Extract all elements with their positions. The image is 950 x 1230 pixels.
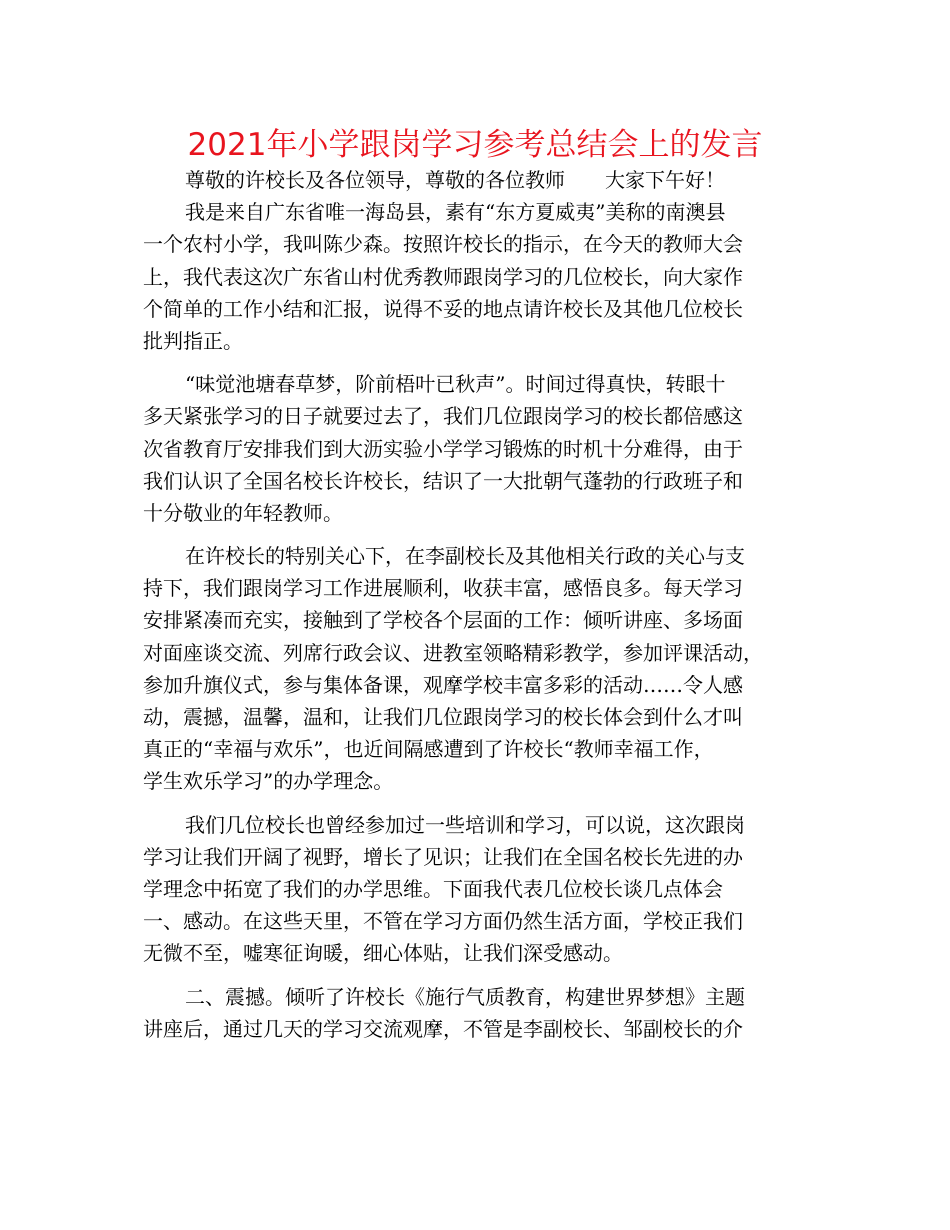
text-line: 学习让我们开阔了视野，增长了见识；让我们在全国名校长先进的办 xyxy=(143,844,743,869)
text-line: 参加升旗仪式，参与集体备课，观摩学校丰富多彩的活动……令人感 xyxy=(143,672,743,697)
text-line: 安排紧凑而充实，接触到了学校各个层面的工作：倾听讲座、多场面 xyxy=(143,608,743,633)
salutation-part2: 大家下午好！ xyxy=(605,168,725,192)
salutation-part1: 尊敬的许校长及各位领导，尊敬的各位教师 xyxy=(185,168,565,192)
text-line: 在许校长的特别关心下，在李副校长及其他相关行政的关心与支 xyxy=(185,544,745,569)
text-line: 批判指正。 xyxy=(143,328,243,353)
document-title: 2021年小学跟岗学习参考总结会上的发言 xyxy=(187,127,763,163)
text-line: 多天紧张学习的日子就要过去了，我们几位跟岗学习的校长都倍感这 xyxy=(143,404,743,429)
text-line: 一、感动。在这些天里，不管在学习方面仍然生活方面，学校正我们 xyxy=(143,909,743,934)
text-line: 我们认识了全国名校长许校长，结识了一大批朝气蓬勃的行政班子和 xyxy=(143,468,743,493)
text-line: 一个农村小学，我叫陈少森。按照许校长的指示，在今天的教师大会 xyxy=(143,232,743,257)
text-line: 我是来自广东省唯一海岛县，素有“东方夏威夷”美称的南澳县 xyxy=(185,200,726,225)
text-line: 十分敬业的年轻教师。 xyxy=(143,500,343,525)
text-line: 真正的“幸福与欢乐”，也近间隔感遭到了许校长“教师幸福工作， xyxy=(143,737,714,762)
text-line: 上，我代表这次广东省山村优秀教师跟岗学习的几位校长，向大家作 xyxy=(143,264,743,289)
text-line: 次省教育厅安排我们到大沥实验小学学习锻炼的时机十分难得，由于 xyxy=(143,436,743,461)
text-line: 对面座谈交流、列席行政会议、进教室领略精彩教学，参加评课活动， xyxy=(143,640,763,665)
salutation-line xyxy=(143,164,823,196)
text-line: 讲座后，通过几天的学习交流观摩，不管是李副校长、邹副校长的介 xyxy=(143,1016,743,1041)
text-line: 个简单的工作小结和汇报，说得不妥的地点请许校长及其他几位校长 xyxy=(143,296,743,321)
text-line: 学理念中拓宽了我们的办学思维。下面我代表几位校长谈几点体会 xyxy=(143,876,723,901)
text-line: 动，震撼，温馨，温和，让我们几位跟岗学习的校长体会到什么才叫 xyxy=(143,705,743,729)
text-line: 持下，我们跟岗学习工作进展顺利，收获丰富，感悟良多。每天学习 xyxy=(143,576,743,601)
text-line: 无微不至，嘘寒征询暖，细心体贴，让我们深受感动。 xyxy=(143,941,623,966)
document-body xyxy=(143,164,823,1045)
text-line: 二、震撼。倾听了许校长《施行气质教育，构建世界梦想》主题 xyxy=(185,984,745,1009)
text-line: “味觉池塘春草梦，阶前梧叶已秋声”。时间过得真快，转眼十 xyxy=(185,372,726,397)
text-line: 我们几位校长也曾经参加过一些培训和学习，可以说，这次跟岗 xyxy=(185,812,745,837)
text-line: 学生欢乐学习”的办学理念。 xyxy=(143,769,394,794)
